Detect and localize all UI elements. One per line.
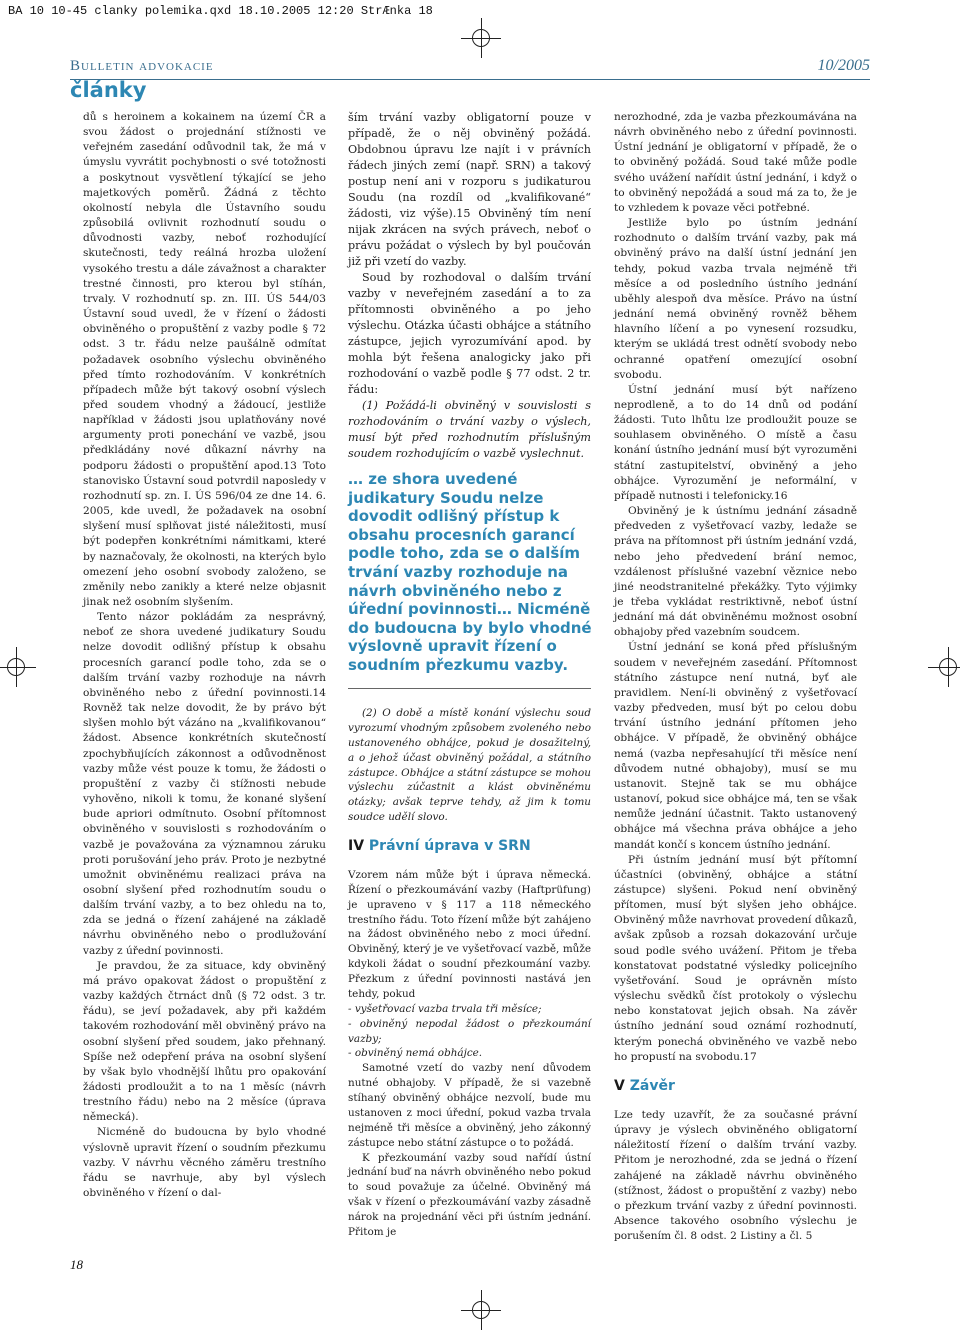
col3-paragraph: Ústní jednání musí být nařízeno neprodleně, a to do 14 dnů od podání žádosti. Tuto lhůtu lze prodloužit pouze se souhlasem obviněného. O místě a času konání ústního jednání musí být vyrozuměni státní zastupitelství, obviněný a jeho obhájce. Vyrozumění je neformální, v případě nutnosti i telefonicky.16 — [614, 383, 857, 502]
section-title: články — [70, 78, 147, 102]
heading-v — [614, 1079, 857, 1094]
column-2-top — [348, 110, 591, 462]
registration-mark-top — [461, 18, 501, 58]
col3-paragraph: Ústní jednání se koná před příslušným soudem v neveřejném zasedání. Přítomnost státního zástupce není nutná, byť ale pravidlem. Není-li obviněný z vyšetřovací vazby předveden, musí být po celou dobu trvání ústního jednání přítomen jeho obhájce. V případě, že obviněný obhájce nemá (vazba nepřesahující tři měsíce není důvodem nutné obhajoby), musí se mu ustanovit. Stejně tak se mu obhájce ustanoví, pokud sice obhájce má, ten se však nemůže jednání účastnit. Takto ustanovený obhájce má všechna práva obhájce a jeho mandát končí s koncem ústního jednání. — [614, 641, 857, 851]
col2-paragraph: K přezkoumání vazby soud nařídí ústní jednání buď na návrh obviněného nebo pokud to soud považuje za účelné. Obviněný má však v řízení o přezkoumávání vazby zásadně nárok na projednání věci při ústním jednání. Přitom je — [348, 1151, 591, 1238]
page-number: 18 — [70, 1257, 83, 1272]
col2-paragraph: Samotné vzetí do vazby není důvodem nutné obhajoby. V případě, že si vazebně stíhaný obviněný obhájce nezvolí, bude mu ustanoven z moci úřední, pokud vazba trvala nejméně tři měsíce a obviněný, jeho zákonný zástupce nebo státní zástupce o to požádá. — [348, 1062, 591, 1149]
file-slug: BA 10 10-45 clanky polemika.qxd 18.10.2005 12:20 StrÆnka 18 — [8, 4, 433, 18]
col2-paragraph: Soud by rozhodoval o dalším trvání vazby v neveřejném zasedání a to za přítomnosti obviněného a po jeho výslechu. Otázka účasti obhájce a státního zástupce, jejich vyrozumívání apod. by mohla být řešena analogicky jako při rozhodování o vazbě podle § 77 odst. 2 tr. řádu: — [348, 271, 591, 396]
registration-mark-right — [928, 647, 960, 687]
column-3 — [614, 110, 857, 1244]
heading-text: Právní úprava v SRN — [368, 838, 531, 854]
col1-paragraph: Je pravdou, že za situace, kdy obviněný má právo opakovat žádost o propuštění z vazby každých čtrnáct dnů (§ 72 odst. 3 tr. řádu), se jeví požadavek, aby při každém takovém rozhodování měl obviněný právo na osobní slyšení před soudem, jako přehnaný. Spíše než odepření práva na osobní slyšení by však bylo vhodnější lhůtu pro opakování žádosti prodloužit a to na 1 měsíc (návrh trestního řádu) nebo na 2 měsíce (úprava německá). — [83, 959, 326, 1124]
pull-quote: … ze shora uvedené judikatury Soudu nelze dovodit odlišný přístup k obsahu procesních garancí podle toho, zda se o dalším trvání vazby rozhoduje na návrh obviněného nebo z úřední povinnosti… Nicméně do budoucna by bylo vhodné výslovně upravit řízení o soudním přezkumu vazby. — [348, 470, 592, 674]
col1-paragraph: Nicméně do budoucna by bylo vhodné výslovně upravit řízení o soudním přezkumu vazby. V návrhu věcného záměru trestního řádu se navrhuje, aby byl výslech obviněného v řízení o dal- — [83, 1126, 326, 1200]
col2-paragraph-italic: (1) Požádá-li obviněný v souvislosti s rozhodováním o trvání vazby o výslech, musí být před rozhodnutím příslušným soudem rozhodujícím o vazbě vyslechnut. — [348, 399, 591, 460]
col3-paragraph: Při ústním jednání musí být přítomní účastníci (obviněný, obhájce a státní zástupce) slyšeni. Pokud není obviněný přítomen, musí být slyšen jeho obhájce. Obviněný může navrhovat provedení důkazů, avšak způsob a rozsah dokazování určuje soud podle svého uvážení. Přitom je třeba konstatovat podstatné výsledky policejního vyšetřování. Soud je oprávněn místo výslechu svědků číst protokoly o výslechu nebo konstatovat jejich obsah. Na závěr ústního jednání soud oznámí rozhodnutí, kterým ponechá obviněného ve vazbě nebo ho propustí na svobodu.17 — [614, 853, 857, 1063]
list-item: - obviněný nepodal žádost o přezkoumání vazby; — [348, 1017, 591, 1045]
registration-mark-bottom — [461, 1290, 501, 1330]
heading-iv — [348, 839, 591, 854]
header-rule — [70, 79, 870, 80]
list-item: - vyšetřovací vazba trvala tři měsíce; — [348, 1002, 542, 1015]
issue-number: 10/2005 — [817, 57, 870, 74]
col3-paragraph: Lze tedy uzavřít, že za současné právní úpravy je výslech obviněného obligatorní náležitostí řízení o dalším trvání vazby. Přitom je nerozhodné, zda se jedná o řízení zahájené na základě návrhu obviněného (stížnost, žádost o propuštění z vazby) nebo o přezkum trvání vazby z úřední povinnosti. Absence takového osobního výslechu je porušením čl. 8 odst. 2 Listiny a čl. 5 — [614, 1109, 857, 1243]
col1-paragraph: dů s heroinem a kokainem na území ČR a svou žádost o projednání stížnosti ve veřejném zasedání odůvodnil tak, že má v úmyslu vyvrátit pochybnosti o své totožnosti a poskytnout vysvětlení týkající se jeho majetkových poměrů. Žádná z těchto okolností nebyla dle Ústavního soudu způsobilá ovlivnit rozhodnutí soudu o důvodnosti vazby, neboť rozhodující skutečnosti, tedy reálná hrozba uložení vysokého trestu a dále závažnost a charakter trestné činnosti, pro kterou byl stíhán, trvaly. V rozhodnutí sp. zn. III. ÚS 544/03 Ústavní soud uvedl, že v řízení o žádosti obviněného o propuštění z vazby podle § 72 odst. 3 tr. řádu nelze paušálně odmítat požadavek osobního výslechu obviněného před tímto rozhodováním. V konkrétních případech může být takový osobní výslech před soudem vhodný a žádoucí, jestliže například v žádosti jsou uplatňovány nové argumenty proti ponechání ve vazbě, jsou předkládány nové důkazní návrhy na podporu žádosti o propuštění apod.13 Toto stanovisko Ústavní soud potvrdil naposledy v rozhodnutí sp. zn. I. ÚS 596/04 ze dne 14. 6. 2005, kde uvedl, že požadavek na osobní slyšení musí splňovat jisté náležitosti, musí být podepřen konkrétními námitkami, které by naznačovaly, že okolnosti, na kterých bylo omezení jeho osobní svobody založeno, se změnily nebo zanikly a které nelze objasnit jinak než osobním slyšením. — [83, 111, 326, 608]
heading-number: V — [614, 1077, 625, 1094]
col2-paragraph: ším trvání vazby obligatorní pouze v případě, že o něj obviněný požádá. Obdobnou úpravu lze najít i v právních řádech jiných zemí (např. SRN) a takový postup není ani v rozporu s judikaturou Soudu (na rozdíl od „kvalifikované“ žádosti, viz výše).15 Obviněný tím není nijak zkrácen na svých právech, neboť o právu požádat o výslech by byl poučován již při vzetí do vazby. — [348, 111, 591, 268]
list-item: - obviněný nemá obhájce. — [348, 1047, 483, 1060]
pull-quote-rule — [348, 688, 591, 689]
col1-paragraph: Tento názor pokládám za nesprávný, neboť ze shora uvedené judikatury Soudu nelze dovodit odlišný přístup k obsahu procesních garancí podle toho, zda se o dalším trvání vazby rozhoduje na návrh obviněného nebo z úřední povinnosti.14 Rovněž tak nelze dovodit, že by právo být slyšen mohlo být vázáno na „kvalifikovanou“ žádost. Absence konkrétních skutečností zpochybňujících zákonnost a odůvodněnost vazby může vést pouze k tomu, že žádosti o propuštění z vazby či stížnosti nebude vyhověno, nikoli k tomu, že konané slyšení bude apriori odmítnuto. Osobní přítomnost obviněného v souvislosti s rozhodováním o vazbě je považována za významnou záruku proti porušování jeho práv. Proto je nezbytné umožnit obviněnému realizaci práva na osobní slyšení před rozhodnutím soudu o dalším trvání vazby, a to bez ohledu na to, zda se jedná o řízení zahájené na základě návrhu obviněného nebo o prodlužování vazby z úřední povinnosti. — [83, 611, 326, 957]
journal-title: Bulletin advokacie — [70, 58, 214, 74]
heading-number: IV — [348, 838, 365, 854]
column-1 — [83, 110, 326, 1201]
col3-paragraph: nerozhodné, zda je vazba přezkoumávána na návrh obviněného nebo z úřední povinnosti. Ústní jednání je obligatorní v případě, že o to obviněný požádá. Soud také může podle svého uvážení nařídit ústní jednání, i když o to obviněný nepožádá a soud má za to, že je to vzhledem k povaze věci potřebné. — [614, 111, 857, 214]
col2-paragraph: Vzorem nám může být i úprava německá. Řízení o přezkoumávání vazby (Haftprüfung) je upraveno v § 117 a 118 německého trestního řádu. Toto řízení může být zahájeno na žádost obviněného nebo z moci úřední. Obviněný, který je ve vyšetřovací vazbě, může kdykoli žádat o soudní přezkoumání vazby. Přezkum z úřední povinnosti nastává jen tehdy, pokud — [348, 868, 591, 1000]
registration-mark-left — [0, 647, 36, 687]
col3-paragraph: Jestliže bylo po ústním jednání rozhodnuto o dalším trvání vazby, pak má obviněný právo na další ústní jednání jen tehdy, pokud vazba trvala nejméně tři měsíce a od posledního ústního jednání uběhly alespoň dva měsíce. Právo na ústní jednání nemá obviněný rovněž během hlavního líčení a po vynesení rozsudku, kterým se ukládá trest odnětí svobody nebo ochranné opatření omezující osobní svobodu. — [614, 217, 857, 381]
heading-text: Závěr — [629, 1077, 675, 1094]
column-2-bottom — [348, 706, 591, 1240]
col2-paragraph-italic: (2) O době a místě konání výslechu soud vyrozumí vhodným způsobem zvoleného nebo ustanoveného obhájce, pokud je dosažitelný, a o jehož účast obviněný požádal, a státního zástupce. Obhájce a státní zástupce se mohou výslechu zúčastnit a klást obviněnému otázky; avšak teprve tehdy, až jim k tomu soudce udělí slovo. — [348, 707, 591, 824]
col3-paragraph: Obviněný je k ústnímu jednání zásadně předveden z vyšetřovací vazby, ledaže se práva na přítomnost při ústním jednání vzdá, nebo jeho předvedení brání nemoc, vzdálenost příslušné vazební věznice nebo jiné neodstranitelné překážky. Tyto výjimky je třeba vykládat restriktivně, neboť ústní jednání má dát obviněnému možnost osobní obhajoby před vazebním soudcem. — [614, 505, 857, 639]
